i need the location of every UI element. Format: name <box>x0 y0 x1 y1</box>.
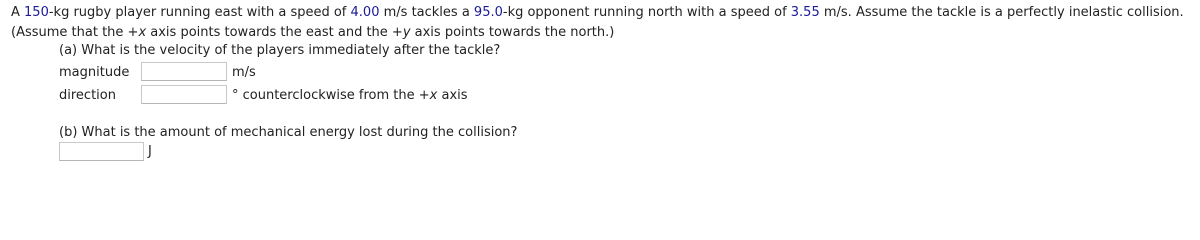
mass-2-value: 95.0 <box>473 5 503 20</box>
direction-unit <box>232 88 468 103</box>
y-axis-variable: +y <box>391 24 411 40</box>
energy-input[interactable] <box>59 142 144 161</box>
magnitude-unit: m/s <box>232 65 256 80</box>
problem-text-6: axis points towards the east and the <box>146 24 392 40</box>
problem-text-3: m/s tackles a <box>379 5 474 20</box>
part-b-question: (b) What is the amount of mechanical energy lost during the collision? <box>59 125 518 140</box>
direction-label: direction <box>59 88 116 103</box>
direction-unit-prefix: ° counterclockwise from the <box>232 88 419 103</box>
problem-text-5: m/s. Assume the tackle is a perfectly inelastic collision. (Assume that the <box>11 5 1184 40</box>
problem-statement <box>11 3 1196 42</box>
energy-unit: J <box>148 144 152 159</box>
speed-1-value: 4.00 <box>350 5 380 20</box>
magnitude-label: magnitude <box>59 65 130 80</box>
part-a-question: (a) What is the velocity of the players immediately after the tackle? <box>59 43 501 58</box>
magnitude-input[interactable] <box>141 62 227 81</box>
problem-text-4: -kg opponent running north with a speed of <box>502 5 791 20</box>
problem-text-1: A <box>11 5 25 20</box>
direction-input[interactable] <box>141 85 227 104</box>
x-axis-variable: +x <box>127 24 147 40</box>
problem-text-7: axis points towards the north.) <box>410 24 615 40</box>
speed-2-value: 3.55 <box>790 5 820 20</box>
problem-text-2: -kg rugby player running east with a speed of <box>48 5 351 20</box>
direction-unit-suffix: axis <box>437 88 468 103</box>
direction-unit-variable: +x <box>418 88 438 103</box>
mass-1-value: 150 <box>24 5 49 20</box>
